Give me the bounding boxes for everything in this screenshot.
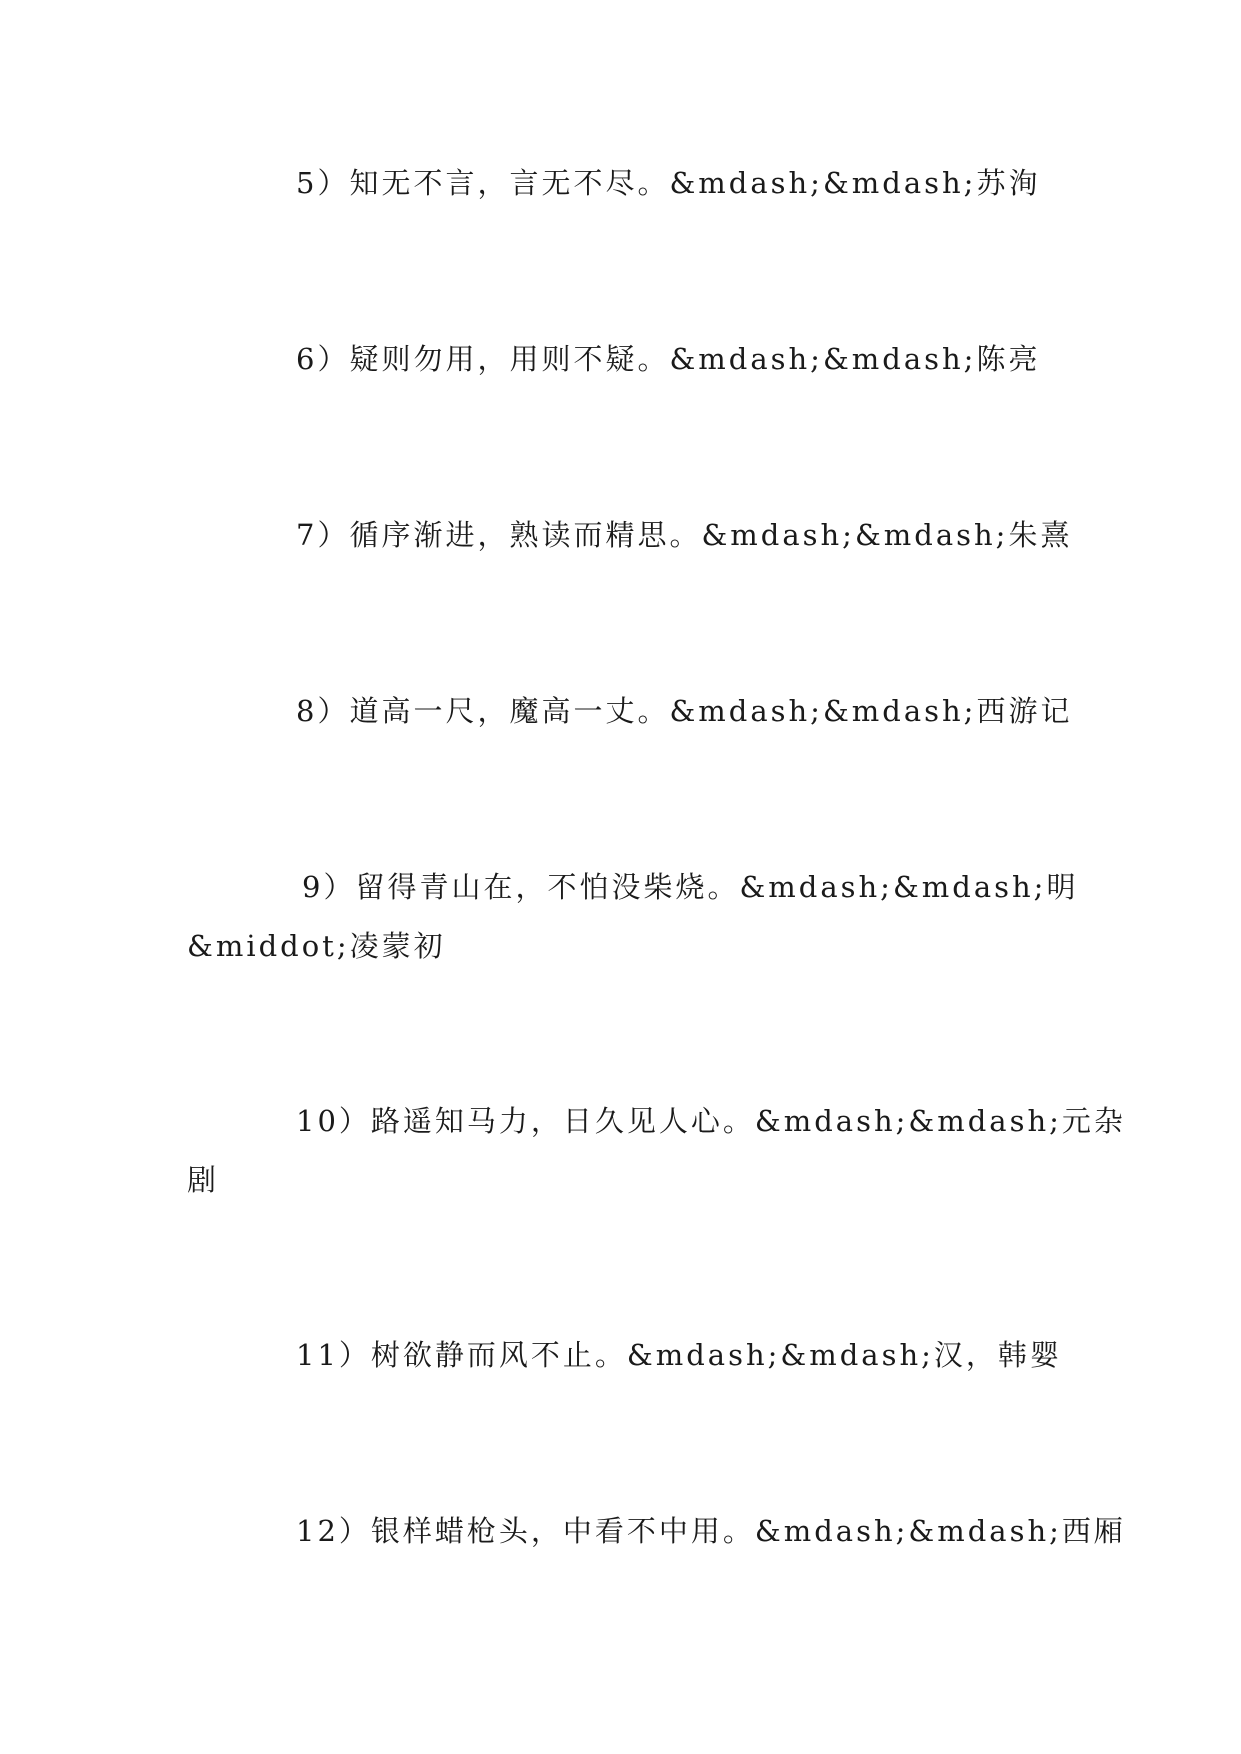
quote-line-5: 5）知无不言，言无不尽。&mdash;&mdash;苏洵 — [296, 166, 1041, 200]
quote-line-11: 11）树欲静而风不止。&mdash;&mdash;汉，韩婴 — [296, 1338, 1062, 1372]
quote-line-6: 6）疑则勿用，用则不疑。&mdash;&mdash;陈亮 — [296, 342, 1041, 376]
quote-line-9: 9）留得青山在，不怕没柴烧。&mdash;&mdash;明 — [302, 870, 1079, 904]
quote-line-10: 10）路遥知马力，日久见人心。&mdash;&mdash;元杂 — [296, 1104, 1126, 1138]
quote-line-7: 7）循序渐进，熟读而精思。&mdash;&mdash;朱熹 — [296, 518, 1073, 552]
quote-line-9-continuation: &middot;凌蒙初 — [187, 929, 446, 963]
quote-line-12: 12）银样蜡枪头，中看不中用。&mdash;&mdash;西厢 — [296, 1514, 1126, 1548]
quote-line-10-continuation: 剧 — [187, 1163, 220, 1197]
quote-line-8: 8）道高一尺，魔高一丈。&mdash;&mdash;西游记 — [296, 694, 1073, 728]
